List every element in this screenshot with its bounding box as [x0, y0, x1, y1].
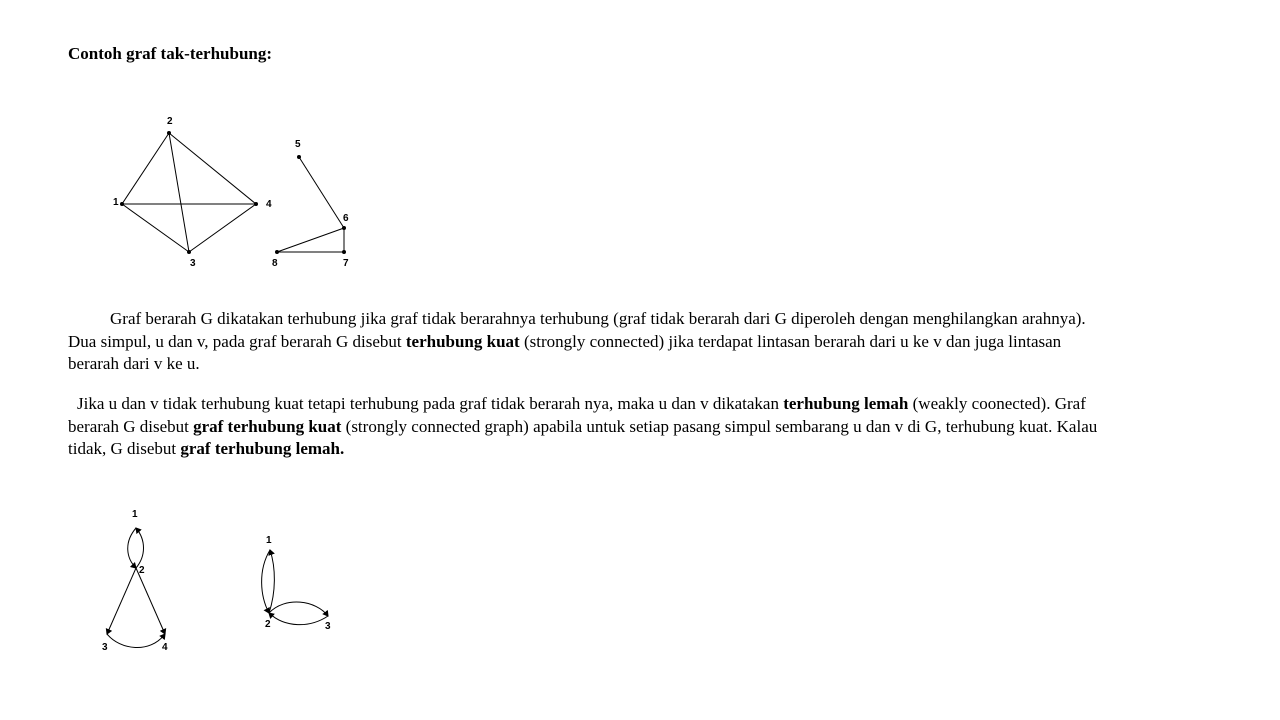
term-strongly-connected-graph: graf terhubung kuat [193, 416, 342, 436]
paragraph-text: (strongly connected graph) apabila untuk setiap pasang simpul sembarang u dan v di G, terhubung kuat. Kalau tidak, G disebut [68, 416, 1098, 458]
vertex-label: 7 [343, 258, 349, 269]
vertex-label: 1 [113, 197, 119, 208]
paragraph-text: (weakly coonected). Graf berarah G disebut [68, 394, 1086, 436]
paragraph-text: Graf berarah G dikatakan terhubung jika graf tidak berarahnya terhubung (graf tidak berarah dari G diperoleh dengan menghilangkan arahnya). Dua simpul, u dan v, pada graf berarah G disebut [68, 309, 1086, 351]
paragraph-text: Jika u dan v tidak terhubung kuat tetapi terhubung pada graf tidak berarah nya, maka u dan v dikatakan [77, 394, 784, 413]
vertex-label: 3 [325, 621, 331, 632]
directed-graph-left [102, 509, 168, 653]
vertex-label: 5 [295, 139, 301, 150]
vertex-label: 6 [343, 213, 349, 224]
directed-graphs-figure [0, 0, 400, 720]
vertex-label: 1 [266, 535, 272, 546]
directed-graph-right [262, 535, 331, 632]
vertex-label: 4 [266, 199, 272, 210]
vertex-label: 2 [167, 116, 173, 127]
vertex-label: 1 [132, 509, 138, 520]
vertex-label: 3 [190, 258, 196, 269]
term-weakly-connected-graph: graf terhubung lemah. [180, 439, 345, 458]
vertex-label: 8 [272, 258, 278, 269]
section-heading: Contoh graf tak-terhubung: [68, 44, 273, 63]
term-strongly-connected: terhubung kuat [405, 331, 520, 351]
paragraph-text: (strongly connected) jika terdapat lintasan berarah dari u ke v dan juga lintasan berarah dari v ke u. [68, 331, 1062, 373]
vertex-label: 2 [139, 565, 145, 576]
vertex-label: 2 [265, 619, 271, 630]
vertex-label: 3 [102, 642, 108, 653]
vertex-label: 4 [162, 642, 168, 653]
term-weakly-connected: terhubung lemah [783, 394, 909, 413]
